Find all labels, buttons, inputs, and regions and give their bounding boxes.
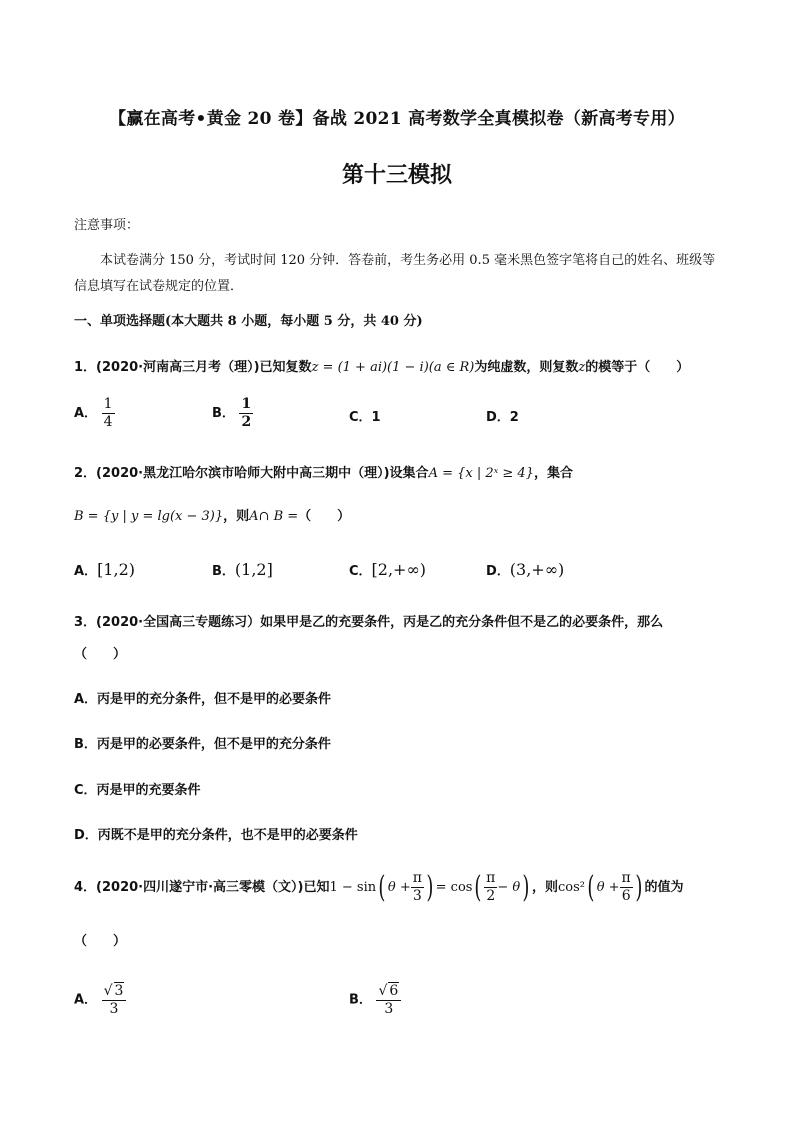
option-label: B．	[212, 564, 235, 579]
radicand: 6	[389, 983, 399, 999]
question-4-prefix: 4．(2020·四川遂宁市·高三零模（文）)已知	[74, 880, 330, 895]
fraction-numerator: π	[621, 870, 631, 886]
radicand: 3	[114, 983, 124, 999]
option-label: A．	[74, 564, 98, 579]
question-4: 4．(2020·四川遂宁市·高三零模（文）)已知1 − sin( θ + $\frac{\pi}{3}$ ) = cos( $\frac{\pi}{2}$ − θ) ，则cos²( θ + $\frac{\pi}{6}$ ) 的值为	[74, 870, 684, 905]
question-1-suffix: 的模等于（ ）	[585, 360, 690, 375]
question-3-option-b: B．丙是甲的必要条件，但不是甲的充分条件	[74, 737, 331, 752]
fraction-denominator: 3	[109, 1001, 119, 1017]
question-1	[74, 356, 689, 375]
question-4-blank: （ ）	[74, 934, 127, 949]
question-1-math-1: z = (1 + ai)(1 − i)(a ∈ R)	[311, 360, 475, 375]
question-1-mid: 为纯虚数，则复数	[474, 360, 579, 375]
fraction-denominator: 3	[384, 1001, 394, 1017]
option-label: D．	[486, 564, 510, 579]
question-1-option-d: D．2	[486, 410, 519, 425]
question-4-option-a	[74, 982, 126, 1018]
question-2-option-a	[74, 560, 135, 579]
question-4-minus-theta: − θ	[497, 880, 521, 895]
question-2-suffix: ，集合	[533, 466, 573, 481]
question-3: 3．(2020·全国高三专题练习）如果甲是乙的充要条件，丙是乙的充分条件但不是乙的必要条件，那么	[74, 615, 664, 630]
question-4-option-b	[349, 982, 401, 1018]
question-4-equals-cos: = cos	[435, 880, 473, 895]
fraction-denominator: 4	[103, 414, 113, 430]
notes-body: 本试卷满分 150 分，考试时间 120 分钟．答卷前，考生务必用 0.5 毫米黑色签字笔将自己的姓名、班级等信息填写在试卷规定的位置．	[74, 253, 716, 294]
fraction-numerator: π	[486, 870, 496, 886]
question-2	[74, 462, 573, 481]
question-4-math-a: 1 − sin	[329, 880, 377, 895]
option-value: [2,+∞)	[371, 560, 427, 579]
fraction-numerator: π	[412, 870, 422, 886]
question-2-line-2-suffix: （ ）	[298, 509, 351, 524]
option-label: A．	[74, 406, 98, 421]
question-1-prefix: 1．(2020·河南高三月考（理）)已知复数	[74, 360, 312, 375]
exam-title: 【赢在高考•黄金 20 卷】备战 2021 高考数学全真模拟卷（新高考专用）	[109, 109, 685, 129]
question-4-mid: ，则	[531, 880, 558, 895]
question-2-math-2: B = {y | y = lg(x − 3)}	[74, 509, 224, 524]
question-2-math-3: A∩ B =	[249, 509, 299, 524]
question-2-mid: ，则	[223, 509, 250, 524]
question-2-option-c	[349, 560, 426, 579]
fraction-denominator: 2	[486, 888, 496, 904]
exam-subtitle: 第十三模拟	[341, 162, 452, 188]
question-4-cos-squared: cos²	[557, 880, 585, 895]
fraction-denominator: 2	[241, 414, 252, 430]
question-4-theta-2: θ +	[596, 880, 620, 895]
section-title: 一、单项选择题(本大题共 8 小题，每小题 5 分，共 40 分)	[74, 314, 423, 329]
fraction-numerator: 1	[241, 396, 252, 412]
question-2-option-b	[212, 560, 273, 579]
question-2-line-2	[74, 505, 350, 524]
fraction-denominator: 3	[412, 888, 422, 904]
question-1-option-b	[212, 396, 253, 431]
fraction-denominator: 6	[621, 888, 631, 904]
option-value: (3,+∞)	[509, 560, 565, 579]
question-2-prefix: 2．(2020·黑龙江哈尔滨市哈师大附中高三期中（理）)设集合	[74, 466, 429, 481]
option-value: (1,2]	[234, 560, 273, 579]
question-1-option-c: C．1	[349, 410, 381, 425]
notes-heading: 注意事项：	[74, 218, 140, 233]
question-2-option-d	[486, 560, 564, 579]
sqrt-symbol: √	[378, 983, 388, 999]
sqrt-symbol: √	[103, 983, 113, 999]
question-4-suffix: 的值为	[644, 880, 684, 895]
fraction-numerator: 1	[103, 396, 113, 412]
option-label: A．	[74, 992, 98, 1008]
question-4-theta: θ +	[387, 880, 411, 895]
question-1-math-2: z	[578, 360, 586, 375]
question-1-option-a	[74, 396, 115, 431]
question-3-option-a: A．丙是甲的充分条件，但不是甲的必要条件	[74, 692, 332, 707]
option-label: B．	[349, 992, 372, 1008]
question-2-math-1: A = {x | 2ˣ ≥ 4}	[428, 466, 534, 481]
option-label: C．	[349, 564, 372, 579]
question-3-option-c: C．丙是甲的充要条件	[74, 783, 201, 798]
question-3-blank: （ ）	[74, 647, 127, 662]
option-label: B．	[212, 406, 235, 421]
option-value: [1,2)	[97, 560, 135, 579]
question-3-option-d: D．丙既不是甲的充分条件，也不是甲的必要条件	[74, 828, 358, 843]
